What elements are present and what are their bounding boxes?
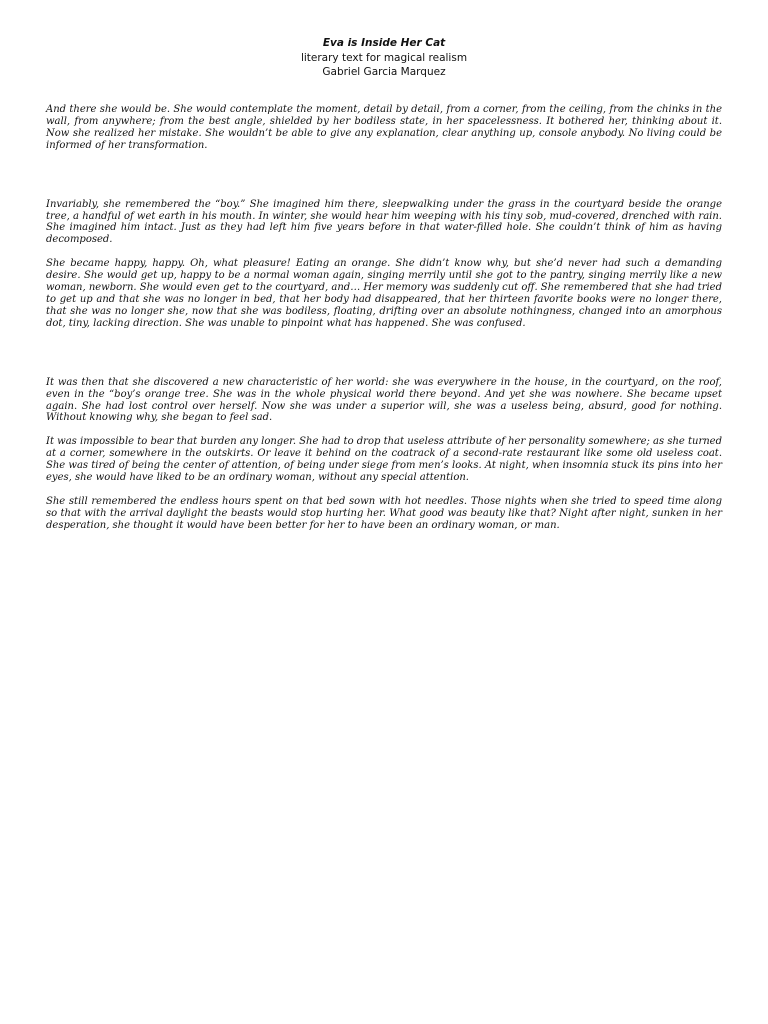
- paragraph-spacer: [46, 152, 722, 199]
- document-subtitle: literary text for magical realism: [300, 51, 468, 64]
- document-header: [0, 36, 768, 80]
- paragraph-spacer: [46, 424, 722, 436]
- paragraph: And there she would be. She would contemplate the moment, detail by detail, from a corner, from the ceiling, from the chinks in the wall, from anywhere; from the best angle, shielded by her bodiless state, in her spacelessness. It bothered her, thinking about it. Now she realized her mistake. She wouldn’t be able to give any explanation, clear anything up, console anybody. No living could be informed of her transformation.: [46, 104, 722, 151]
- paragraph: It was then that she discovered a new characteristic of her world: she was everywhere in the house, in the courtyard, on the roof, even in the “boy’s orange tree. She was in the whole physical world there beyond. And yet she was nowhere. She became upset again. She had lost control over herself. Now she was under a superior will, she was a useless being, absurd, good for nothing. Without knowing why, she began to feel sad.: [46, 376, 722, 424]
- paragraph-spacer: [46, 246, 722, 258]
- paragraph: She became happy, happy. Oh, what pleasure! Eating an orange. She didn’t know why, but she’d never had such a demanding desire. She would get up, happy to be a normal woman again, singing merrily until she got to the pantry, singing merrily like a new woman, newborn. She would even get to the courtyard, and… Her memory was suddenly cut off. She remembered that she had tried to get up and that she was no longer in bed, that her body had disappeared, that her thirteen favorite books were no longer there, that she was no longer she, now that she was bodiless, floating, drifting over an absolute nothingness, changed into an amorphous dot, tiny, lacking direction. She was unable to pinpoint what has happened. She was confused.: [46, 258, 722, 329]
- paragraph-spacer: [46, 484, 722, 496]
- paragraph: She still remembered the endless hours spent on that bed sown with hot needles. Those nights when she tried to speed time along so that with the arrival daylight the beasts would stop hurting her. What good was beauty like that? Night after night, sunken in her desperation, she thought it would have been better for her to have been an ordinary woman, or man.: [46, 495, 722, 531]
- document-author: Gabriel Garcia Marquez: [322, 66, 446, 78]
- paragraph: It was impossible to bear that burden any longer. She had to drop that useless attribute of her personality somewhere; as she turned at a corner, somewhere in the outskirts. Or leave it behind on the coatrack of a second-rate restaurant like some old useless coat. She was tired of being the center of attention, of being under siege from men’s looks. At night, when insomnia stuck its pins into her eyes, she would have liked to be an ordinary woman, without any special attention.: [46, 436, 722, 484]
- document-title: Eva is Inside Her Cat: [322, 37, 446, 49]
- paragraph: Invariably, she remembered the “boy.” She imagined him there, sleepwalking under the grass in the courtyard beside the orange tree, a handful of wet earth in his mouth. In winter, she would hear him weeping with his tiny sob, mud-covered, drenched with rain. She imagined him intact. Just as they had left him five years before in that water-filled hole. She couldn’t think of him as having decomposed.: [46, 198, 722, 246]
- document-body: [46, 104, 722, 532]
- paragraph-spacer: [46, 330, 722, 377]
